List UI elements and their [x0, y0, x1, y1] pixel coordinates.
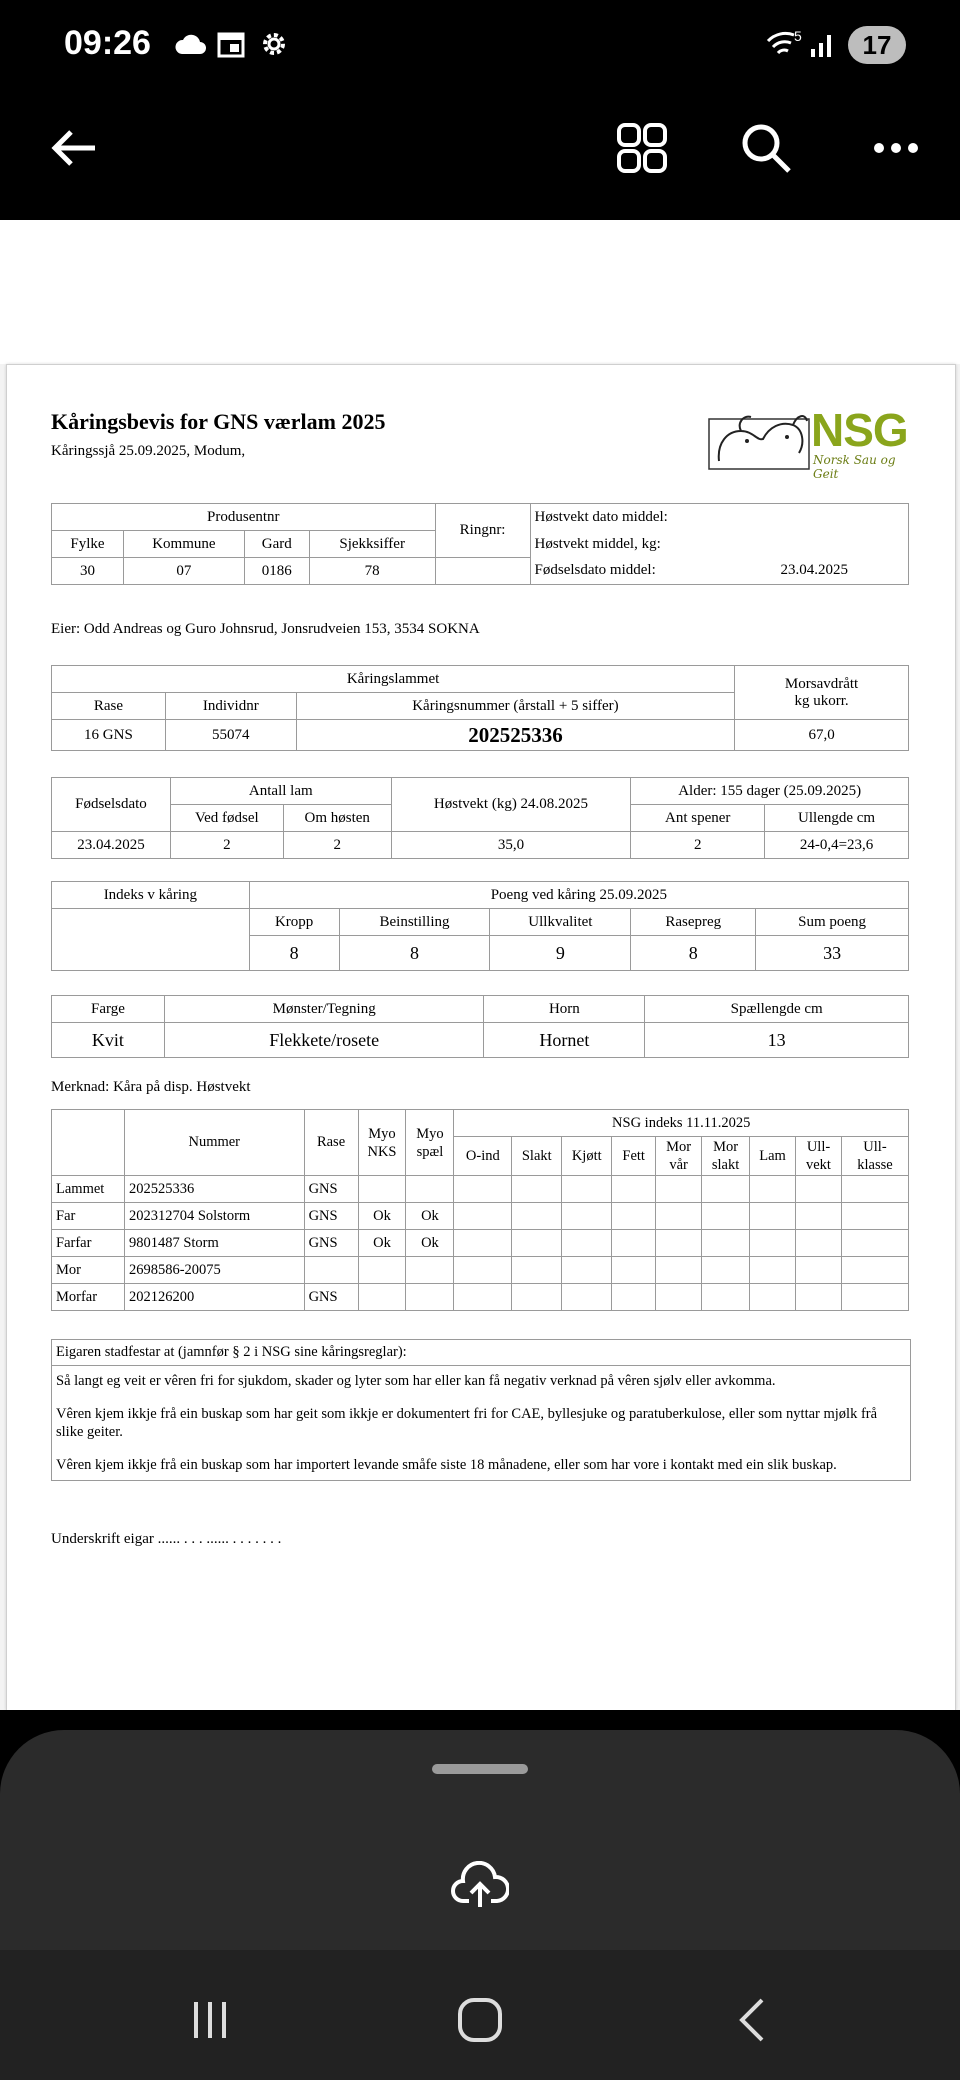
nsg-index-col	[841, 1137, 908, 1176]
pedigree-nummer: 2698586-20075	[124, 1257, 304, 1284]
nsg-index-col	[702, 1137, 750, 1176]
bottom-sheet[interactable]	[0, 1730, 960, 1950]
pedigree-corner	[52, 1110, 125, 1176]
pedigree-index-cell	[841, 1230, 908, 1257]
pedigree-index-cell	[612, 1284, 656, 1311]
nsg-index-col-line1: Lam	[759, 1148, 786, 1164]
pedigree-nks	[358, 1257, 406, 1284]
drag-handle[interactable]	[432, 1764, 528, 1774]
col-ullkvalitet: Ullkvalitet	[490, 909, 631, 936]
fodselsdato-middel-value: 23.04.2025	[780, 562, 848, 579]
morsavdratt-label	[735, 666, 909, 720]
grid-icon[interactable]	[612, 118, 672, 178]
hostvekt-kg-label: Høstvekt middel, kg:	[530, 531, 908, 558]
pedigree-index-cell	[562, 1284, 612, 1311]
pedigree-nummer: 202525336	[124, 1176, 304, 1203]
value-om-hosten: 2	[283, 832, 391, 859]
nsg-index-col	[656, 1137, 702, 1176]
col-myo-spael	[406, 1110, 454, 1176]
pedigree-index-cell	[841, 1203, 908, 1230]
pedigree-index-cell	[702, 1284, 750, 1311]
pedigree-index-cell	[841, 1176, 908, 1203]
viewer-background	[0, 220, 960, 364]
nsg-index-col	[612, 1137, 656, 1176]
col-monster: Mønster/Tegning	[164, 996, 484, 1023]
ant-spener-label: Ant spener	[631, 805, 765, 832]
pedigree-spael	[406, 1176, 454, 1203]
col-spaellengde: Spællengde cm	[645, 996, 909, 1023]
document-subtitle: Kåringssjå 25.09.2025, Modum,	[51, 443, 246, 459]
value-ringnr	[435, 558, 530, 585]
nsg-index-col-line2: slakt	[711, 1157, 740, 1173]
fodselsdato-middel-label: Fødselsdato middel:	[534, 562, 656, 579]
col-horn: Horn	[484, 996, 645, 1023]
pedigree-index-cell	[612, 1176, 656, 1203]
value-ullkvalitet: 9	[490, 936, 631, 971]
nsg-index-col-line1: Mor	[666, 1139, 692, 1155]
cloud-icon	[172, 24, 208, 64]
pedigree-spael	[406, 1284, 454, 1311]
owner-line: Eier: Odd Andreas og Guro Johnsrud, Jonsrudveien 153, 3534 SOKNA	[51, 621, 480, 637]
col-sum-poeng: Sum poeng	[756, 909, 909, 936]
pedigree-index-cell	[750, 1257, 796, 1284]
pedigree-index-cell	[512, 1203, 562, 1230]
pedigree-index-cell	[562, 1257, 612, 1284]
pedigree-role: Far	[52, 1203, 125, 1230]
navigation-bar	[0, 1950, 960, 2080]
pedigree-table	[51, 1109, 909, 1311]
value-ant-spener: 2	[631, 832, 765, 859]
col-myo-nks	[358, 1110, 406, 1176]
nsg-index-col-line1: Ull-	[806, 1139, 831, 1155]
pedigree-index-cell	[512, 1257, 562, 1284]
value-monster: Flekkete/rosete	[164, 1023, 484, 1058]
ullengde-label: Ullengde cm	[765, 805, 909, 832]
pedigree-role: Mor	[52, 1257, 125, 1284]
pedigree-index-cell	[612, 1203, 656, 1230]
pedigree-rase: GNS	[304, 1284, 358, 1311]
pedigree-index-cell	[454, 1230, 512, 1257]
value-sum-poeng: 33	[756, 936, 909, 971]
value-individnr: 55074	[165, 720, 296, 751]
col-sjekksiffer: Sjekksiffer	[309, 531, 435, 558]
declaration-p2: Vêren kjem ikkje frå ein buskap som har geit som ikkje er dokumentert fri for CAE, byllesjuke og paratuberkulose, eller som nyttar mjølk frå slike geiter.	[56, 1406, 878, 1440]
nsg-index-col-line2: vekt	[806, 1157, 831, 1173]
pedigree-rase: GNS	[304, 1203, 358, 1230]
pedigree-index-cell	[562, 1176, 612, 1203]
pedigree-index-cell	[750, 1176, 796, 1203]
document-title: Kåringsbevis for GNS værlam 2025	[51, 409, 386, 434]
top-bar	[0, 0, 960, 220]
pedigree-role: Lammet	[52, 1176, 125, 1203]
declaration-body	[52, 1366, 910, 1480]
table-row	[52, 1203, 909, 1230]
value-ved-fodsel: 2	[170, 832, 283, 859]
pedigree-nummer: 202312704 Solstorm	[124, 1203, 304, 1230]
value-rase: 16 GNS	[52, 720, 166, 751]
producer-table	[51, 503, 909, 585]
back-icon[interactable]	[722, 1990, 782, 2050]
value-hostvekt: 35,0	[391, 832, 631, 859]
search-icon[interactable]	[736, 118, 796, 178]
pedigree-index-cell	[796, 1203, 842, 1230]
table-row	[52, 1257, 909, 1284]
calendar-icon	[214, 24, 248, 64]
value-ullengde: 24-0,4=23,6	[765, 832, 909, 859]
value-sjekksiffer: 78	[309, 558, 435, 585]
pedigree-index-cell	[841, 1257, 908, 1284]
goat-sheep-logo-icon	[707, 401, 811, 477]
declaration-header: Eigaren stadfestar at (jamnfør § 2 i NSG sine kåringsreglar):	[52, 1340, 910, 1366]
nsg-index-col	[796, 1137, 842, 1176]
back-arrow-icon[interactable]	[44, 118, 104, 178]
pedigree-nks: Ok	[358, 1203, 406, 1230]
pedigree-index-cell	[612, 1257, 656, 1284]
producer-header: Produsentnr	[52, 504, 436, 531]
myo-nks-2: NKS	[367, 1143, 397, 1160]
pedigree-index-cell	[702, 1203, 750, 1230]
nsg-index-header: NSG indeks 11.11.2025	[454, 1110, 909, 1137]
pedigree-index-cell	[702, 1257, 750, 1284]
indeks-value	[52, 909, 250, 971]
pedigree-nummer: 9801487 Storm	[124, 1230, 304, 1257]
nsg-index-col-line1: Fett	[622, 1148, 645, 1164]
hostvekt-label: Høstvekt (kg) 24.08.2025	[391, 778, 631, 832]
pedigree-role: Farfar	[52, 1230, 125, 1257]
recent-apps-icon[interactable]	[180, 1990, 240, 2050]
pedigree-rase: GNS	[304, 1230, 358, 1257]
value-karingsnummer: 202525336	[296, 720, 734, 751]
hostvekt-dato-label: Høstvekt dato middel:	[530, 504, 908, 531]
col-kropp: Kropp	[249, 909, 339, 936]
pedigree-index-cell	[702, 1176, 750, 1203]
table-row	[52, 1230, 909, 1257]
karingslammet-header: Kåringslammet	[52, 666, 735, 693]
nsg-index-col-line1: Ull-	[863, 1139, 887, 1155]
col-individnr: Individnr	[165, 693, 296, 720]
ringnr-label: Ringnr:	[435, 504, 530, 558]
pedigree-role: Morfar	[52, 1284, 125, 1311]
nsg-index-col	[562, 1137, 612, 1176]
signal-icon	[808, 24, 838, 64]
owner-declaration	[51, 1339, 911, 1481]
pedigree-index-cell	[454, 1284, 512, 1311]
pedigree-index-cell	[656, 1284, 702, 1311]
fodselsdato-middel-row	[530, 558, 908, 585]
birth-table	[51, 777, 909, 859]
pedigree-index-cell	[512, 1176, 562, 1203]
antall-lam-label: Antall lam	[170, 778, 391, 805]
alder-label: Alder: 155 dager (25.09.2025)	[631, 778, 909, 805]
pedigree-spael: Ok	[406, 1230, 454, 1257]
pedigree-index-cell	[796, 1284, 842, 1311]
pedigree-index-cell	[656, 1230, 702, 1257]
nsg-index-col	[512, 1137, 562, 1176]
fodselsdato-label: Fødselsdato	[52, 778, 171, 832]
signature-line: Underskrift eigar ...... . . . ...... . . . . . . .	[51, 1531, 282, 1547]
pedigree-index-cell	[750, 1284, 796, 1311]
wifi-icon	[764, 24, 806, 64]
pedigree-spael	[406, 1257, 454, 1284]
battery-indicator: 17	[848, 26, 906, 64]
col-kommune: Kommune	[123, 531, 244, 558]
morsavdratt-label-2: kg ukorr.	[794, 692, 849, 709]
upload-cloud-icon[interactable]	[448, 1858, 512, 1914]
col-ped-rase: Rase	[304, 1110, 358, 1176]
merknad-line: Merknad: Kåra på disp. Høstvekt	[51, 1079, 251, 1095]
col-karingsnummer: Kåringsnummer (årstall + 5 siffer)	[296, 693, 734, 720]
value-spaellengde: 13	[645, 1023, 909, 1058]
pedigree-index-cell	[796, 1257, 842, 1284]
pedigree-rase	[304, 1257, 358, 1284]
table-row	[52, 1176, 909, 1203]
pedigree-index-cell	[656, 1257, 702, 1284]
pedigree-index-cell	[796, 1230, 842, 1257]
ved-fodsel-label: Ved fødsel	[170, 805, 283, 832]
nsg-index-col-line1: Kjøtt	[571, 1148, 602, 1164]
nsg-index-col-line2: klasse	[857, 1157, 893, 1173]
pedigree-nks	[358, 1284, 406, 1311]
pedigree-index-cell	[702, 1230, 750, 1257]
value-kropp: 8	[249, 936, 339, 971]
nsg-logo	[707, 401, 917, 481]
gear-icon	[256, 24, 292, 64]
value-farge: Kvit	[52, 1023, 165, 1058]
poeng-label: Poeng ved kåring 25.09.2025	[249, 882, 908, 909]
pedigree-index-cell	[656, 1203, 702, 1230]
indeks-label: Indeks v kåring	[52, 882, 250, 909]
value-gard: 0186	[244, 558, 309, 585]
morsavdratt-label-1: Morsavdrått	[784, 675, 859, 692]
pedigree-nummer: 202126200	[124, 1284, 304, 1311]
nsg-index-col-line1: Mor	[713, 1139, 739, 1155]
pedigree-index-cell	[750, 1230, 796, 1257]
logo-tagline: Norsk Sau og Geit	[813, 453, 896, 481]
value-kommune: 07	[123, 558, 244, 585]
col-nummer: Nummer	[124, 1110, 304, 1176]
pedigree-index-cell	[656, 1176, 702, 1203]
pedigree-index-cell	[796, 1176, 842, 1203]
nsg-index-col-line1: Slakt	[521, 1148, 552, 1164]
pedigree-index-cell	[454, 1257, 512, 1284]
pedigree-index-cell	[841, 1284, 908, 1311]
col-beinstilling: Beinstilling	[339, 909, 490, 936]
home-icon[interactable]	[450, 1990, 510, 2050]
om-hosten-label: Om høsten	[283, 805, 391, 832]
pedigree-spael: Ok	[406, 1203, 454, 1230]
pedigree-index-cell	[612, 1230, 656, 1257]
pedigree-index-cell	[750, 1203, 796, 1230]
network-label: 5	[794, 28, 802, 44]
document-page[interactable]	[6, 364, 956, 1711]
pedigree-rase: GNS	[304, 1176, 358, 1203]
pedigree-index-cell	[562, 1203, 612, 1230]
col-fylke: Fylke	[52, 531, 124, 558]
pedigree-index-cell	[454, 1203, 512, 1230]
myo-spael-2: spæl	[416, 1143, 444, 1160]
pedigree-nks: Ok	[358, 1230, 406, 1257]
col-gard: Gard	[244, 531, 309, 558]
nsg-index-col-line2: vår	[669, 1157, 688, 1173]
myo-nks-1: Myo	[368, 1125, 396, 1142]
value-fylke: 30	[52, 558, 124, 585]
karingslammet-table	[51, 665, 909, 751]
col-rasepreg: Rasepreg	[631, 909, 756, 936]
nsg-index-col	[750, 1137, 796, 1176]
declaration-p3: Vêren kjem ikkje frå ein buskap som har importert levande småfe siste 18 månadene, eller som har vore i kontakt med ein slik buskap.	[56, 1457, 837, 1473]
col-farge: Farge	[52, 996, 165, 1023]
col-rase: Rase	[52, 693, 166, 720]
appearance-table	[51, 995, 909, 1058]
value-horn: Hornet	[484, 1023, 645, 1058]
more-icon[interactable]	[866, 118, 926, 178]
pedigree-index-cell	[454, 1176, 512, 1203]
table-row	[52, 1284, 909, 1311]
nsg-index-col	[454, 1137, 512, 1176]
value-rasepreg: 8	[631, 936, 756, 971]
points-table	[51, 881, 909, 971]
pedigree-rows	[52, 1176, 909, 1311]
myo-spael-1: Myo	[416, 1125, 444, 1142]
value-fodselsdato: 23.04.2025	[52, 832, 171, 859]
declaration-p1: Så langt eg veit er vêren fri for sjukdom, skader og lyter som har eller kan få negativ verknad på vêren sjølv eller avkomma.	[56, 1373, 776, 1389]
pedigree-nks	[358, 1176, 406, 1203]
pedigree-index-cell	[562, 1230, 612, 1257]
logo-text: NSG	[811, 404, 908, 456]
value-beinstilling: 8	[339, 936, 490, 971]
nsg-index-col-line1: O-ind	[465, 1148, 500, 1164]
pedigree-index-cell	[512, 1284, 562, 1311]
status-time: 09:26	[64, 24, 151, 62]
value-morsavdratt: 67,0	[735, 720, 909, 751]
pedigree-index-cell	[512, 1230, 562, 1257]
